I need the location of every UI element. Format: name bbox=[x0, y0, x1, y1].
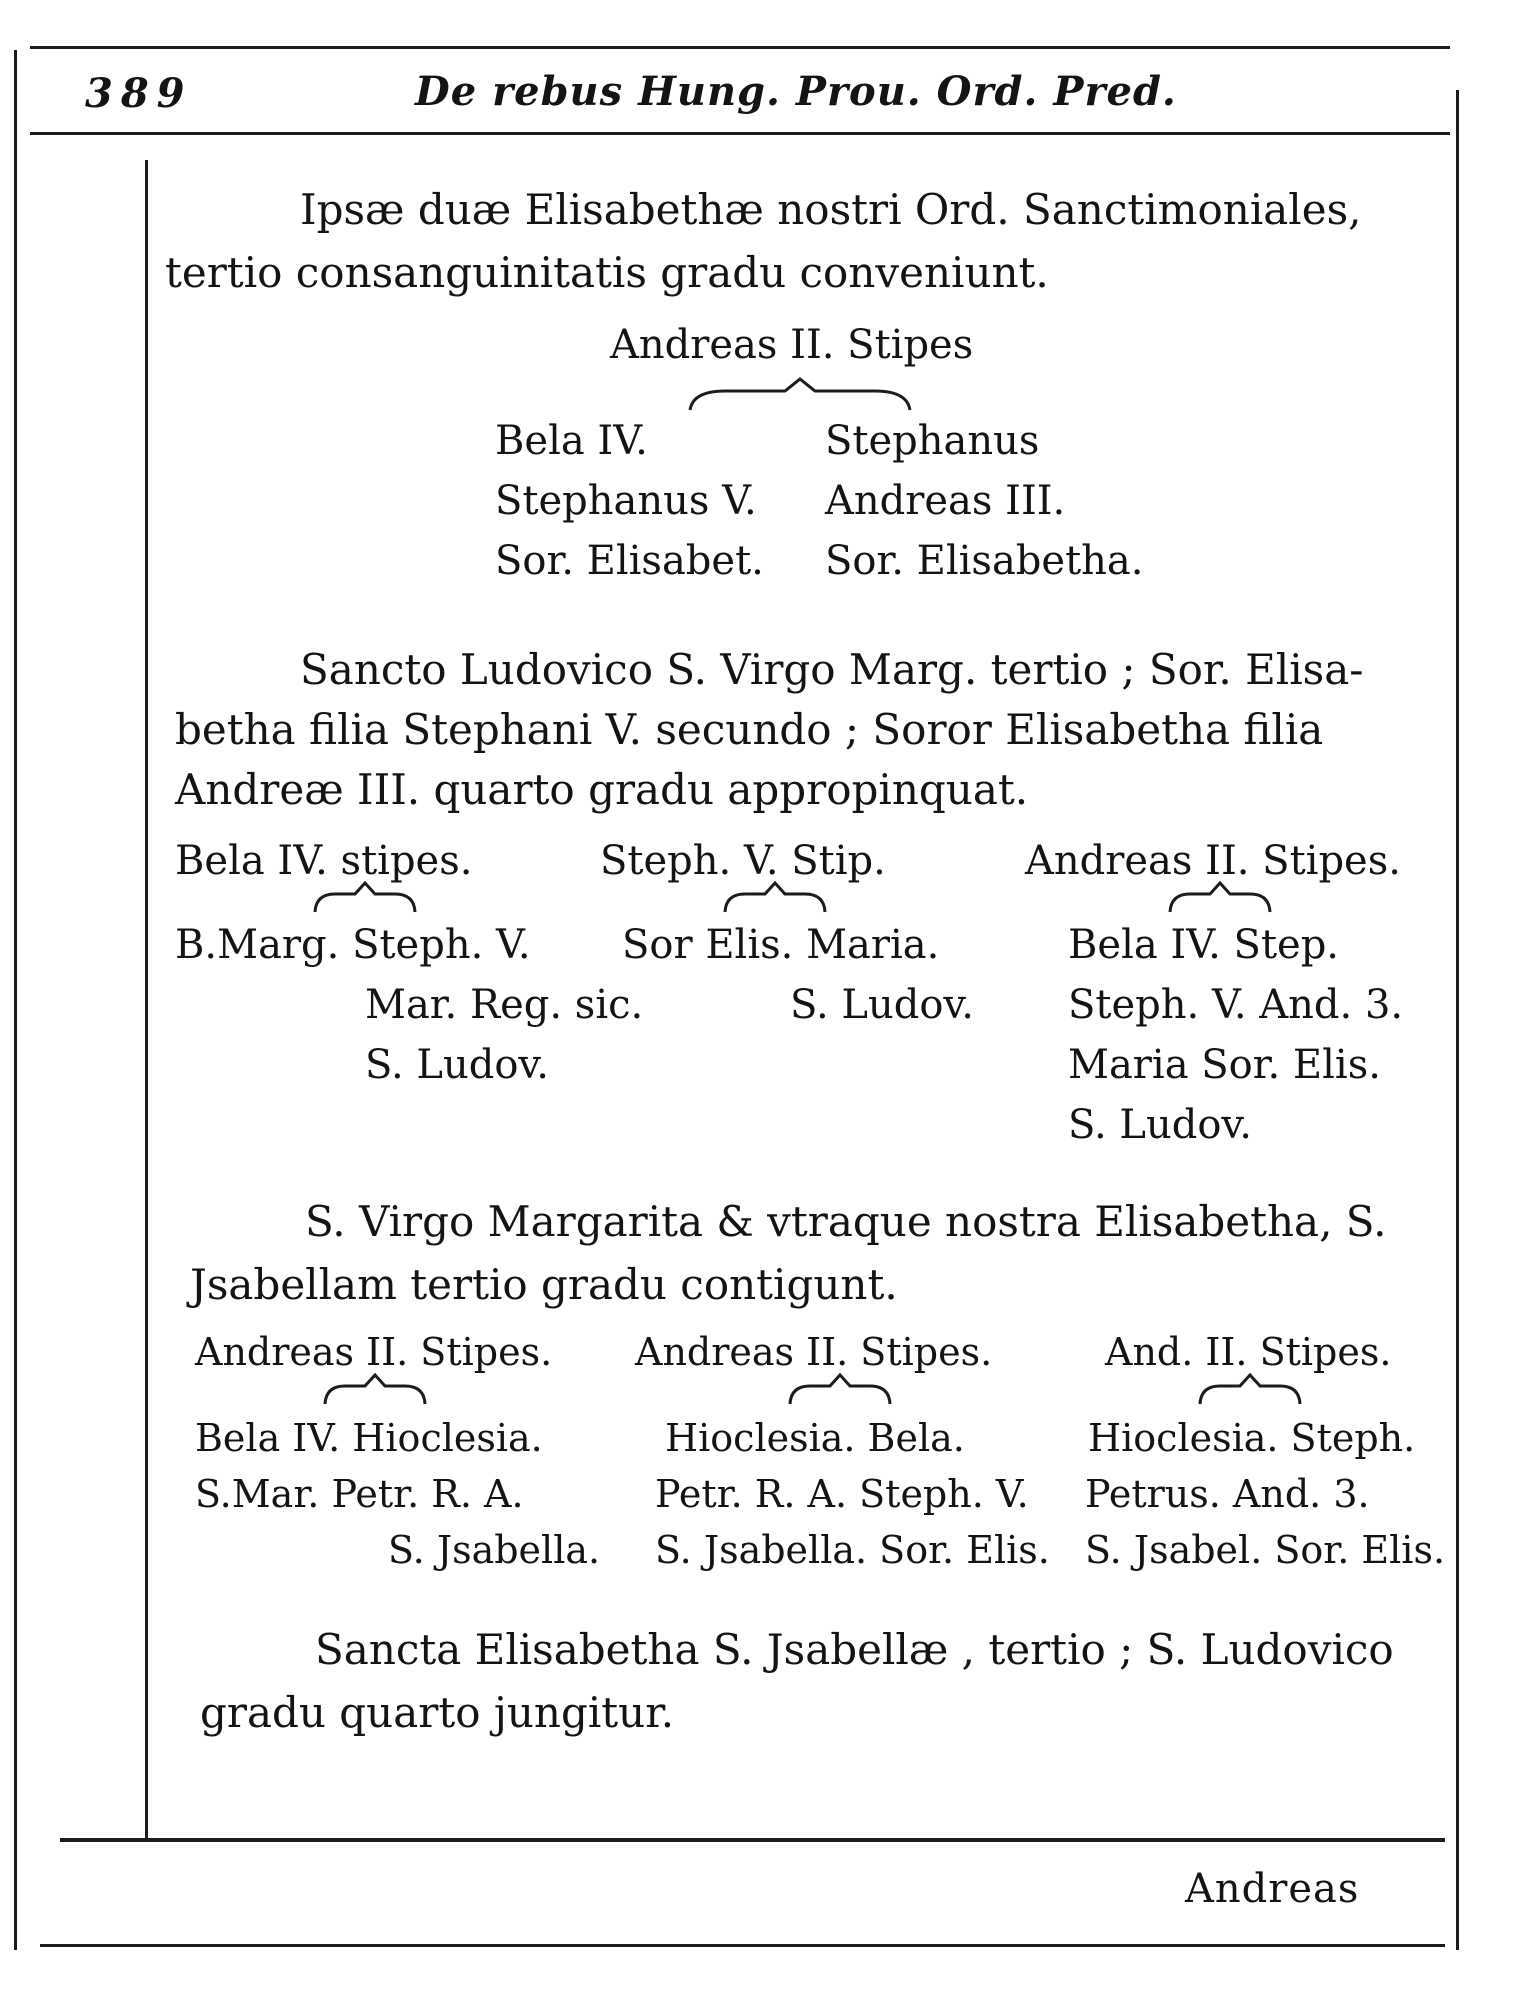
tree3a-root: Andreas II. Stipes. bbox=[195, 1330, 553, 1374]
tree2c-root: Andreas II. Stipes. bbox=[1025, 838, 1401, 884]
tree2c-line-3: Maria Sor. Elis. bbox=[1068, 1042, 1381, 1088]
tree3b-line-1: Hioclesia. Bela. bbox=[665, 1416, 965, 1460]
tree1-right-3: Sor. Elisabetha. bbox=[825, 538, 1144, 584]
page-number: 389 bbox=[85, 70, 193, 117]
section4-line-1: Sancta Elisabetha S. Jsabellæ , tertio ; S. Ludovico bbox=[315, 1625, 1394, 1674]
tree2c-brace bbox=[1165, 880, 1275, 916]
tree2a-root: Bela IV. stipes. bbox=[175, 838, 473, 884]
tree3c-line-1: Hioclesia. Steph. bbox=[1088, 1416, 1416, 1460]
tree1-root: Andreas II. Stipes bbox=[610, 322, 974, 368]
tree3b-line-2: Petr. R. A. Steph. V. bbox=[655, 1472, 1029, 1516]
tree3a-line-2: S.Mar. Petr. R. A. bbox=[195, 1472, 524, 1516]
tree3a-line-1: Bela IV. Hioclesia. bbox=[195, 1416, 543, 1460]
tree2b-line-1: Sor Elis. Maria. bbox=[622, 922, 940, 968]
tree2b-line-2: S. Ludov. bbox=[790, 982, 974, 1028]
margin-line bbox=[145, 160, 148, 1840]
tree2c-line-2: Steph. V. And. 3. bbox=[1068, 982, 1404, 1028]
tree2c-line-1: Bela IV. Step. bbox=[1068, 922, 1340, 968]
tree1-left-1: Bela IV. bbox=[495, 418, 648, 464]
tree1-brace bbox=[685, 375, 915, 415]
footer-rule-top bbox=[60, 1838, 1445, 1842]
tree3c-root: And. II. Stipes. bbox=[1105, 1330, 1392, 1374]
section3-line-2: Jsabellam tertio gradu contigunt. bbox=[190, 1260, 898, 1309]
tree1-left-2: Stephanus V. bbox=[495, 478, 757, 524]
tree1-right-2: Andreas III. bbox=[825, 478, 1066, 524]
section1-line-1: Ipsæ duæ Elisabethæ nostri Ord. Sanctimoniales, bbox=[300, 185, 1362, 234]
top-rule bbox=[30, 46, 1450, 49]
tree1-right-1: Stephanus bbox=[825, 418, 1040, 464]
right-frame-line bbox=[1456, 90, 1459, 1950]
tree2a-line-2: Mar. Reg. sic. bbox=[365, 982, 644, 1028]
section2-line-3: Andreæ III. quarto gradu appropinquat. bbox=[175, 765, 1029, 814]
running-title: De rebus Hung. Prou. Ord. Pred. bbox=[415, 68, 1177, 115]
tree3a-brace bbox=[320, 1372, 430, 1408]
tree3b-root: Andreas II. Stipes. bbox=[635, 1330, 993, 1374]
tree1-left-3: Sor. Elisabet. bbox=[495, 538, 764, 584]
tree2c-line-4: S. Ludov. bbox=[1068, 1102, 1252, 1148]
section4-line-2: gradu quarto jungitur. bbox=[200, 1688, 675, 1737]
header-rule bbox=[30, 132, 1450, 135]
section3-line-1: S. Virgo Margarita & vtraque nostra Elisabetha, S. bbox=[305, 1197, 1387, 1246]
footer-rule-bottom bbox=[40, 1944, 1445, 1947]
section2-line-2: betha filia Stephani V. secundo ; Soror Elisabetha filia bbox=[175, 705, 1324, 754]
tree2b-brace bbox=[720, 880, 830, 916]
tree3a-line-3: S. Jsabella. bbox=[388, 1528, 601, 1572]
tree2a-line-3: S. Ludov. bbox=[365, 1042, 549, 1088]
tree3c-line-2: Petrus. And. 3. bbox=[1085, 1472, 1370, 1516]
section2-line-1: Sancto Ludovico S. Virgo Marg. tertio ; Sor. Elisa- bbox=[300, 645, 1364, 694]
tree2a-line-1: B.Marg. Steph. V. bbox=[175, 922, 531, 968]
tree3b-brace bbox=[785, 1372, 895, 1408]
tree3c-brace bbox=[1195, 1372, 1305, 1408]
tree2a-brace bbox=[310, 880, 420, 916]
tree3b-line-3: S. Jsabella. Sor. Elis. bbox=[655, 1528, 1050, 1572]
tree3c-line-3: S. Jsabel. Sor. Elis. bbox=[1085, 1528, 1446, 1572]
tree2b-root: Steph. V. Stip. bbox=[600, 838, 886, 884]
catchword: Andreas bbox=[1185, 1866, 1360, 1912]
section1-line-2: tertio consanguinitatis gradu conveniunt. bbox=[165, 248, 1049, 297]
left-frame-line bbox=[14, 50, 17, 1950]
